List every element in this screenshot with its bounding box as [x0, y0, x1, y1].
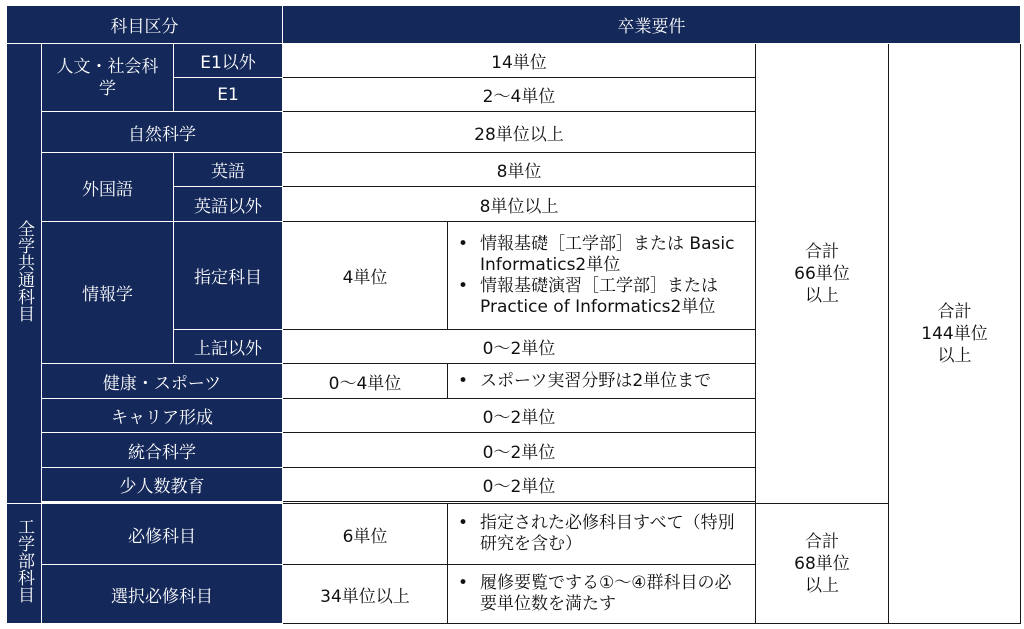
humanities-non-e1-value: 14単位	[283, 44, 756, 78]
health-value: 0〜4単位	[283, 364, 448, 399]
graduation-requirements-table	[6, 5, 1021, 624]
info-sub-other: 上記以外	[174, 330, 283, 364]
grand-total-line2: 144単位	[921, 323, 988, 344]
elective-note-text: 履修要覧でする①〜④群科目の必要単位数を満たす	[480, 573, 732, 614]
required-label: 必修科目	[42, 504, 283, 565]
bullet-icon: •	[458, 370, 469, 391]
elective-note-line	[458, 573, 747, 615]
foreign-other-value: 8単位以上	[283, 187, 756, 222]
required-note-line	[458, 513, 747, 555]
elective-value: 34単位以上	[283, 565, 448, 624]
grand-total	[889, 44, 1021, 624]
bullet-icon: •	[458, 233, 469, 254]
science-label: 自然科学	[42, 112, 283, 153]
info-designated-value: 4単位	[283, 222, 448, 330]
career-label: キャリア形成	[42, 399, 283, 433]
grand-total-line1: 合計	[937, 301, 972, 322]
health-note-line	[458, 371, 747, 392]
common-total-line3: 以上	[805, 285, 839, 306]
health-note	[448, 364, 756, 399]
engineering-total	[756, 504, 889, 624]
engineering-total-line3: 以上	[805, 575, 839, 596]
engineering-total-line1: 合計	[805, 531, 839, 552]
small-label: 少人数教育	[42, 468, 283, 502]
info-note-1	[458, 234, 747, 276]
bullet-icon: •	[458, 573, 469, 593]
humanities-sub-e1: E1	[174, 78, 283, 112]
common-total-line1: 合計	[805, 241, 839, 262]
info-note-2-text: 情報基礎演習［工学部］または Practice of Informatics2単位	[480, 275, 718, 317]
integrated-label: 統合科学	[42, 433, 283, 468]
common-total	[756, 44, 889, 504]
info-label: 情報学	[42, 222, 174, 364]
humanities-e1-value: 2〜4単位	[283, 78, 756, 112]
required-value: 6単位	[283, 504, 448, 565]
elective-note	[448, 565, 756, 624]
info-note-2	[458, 276, 747, 318]
humanities-sub-non-e1: E1以外	[174, 44, 283, 78]
group-engineering	[7, 504, 42, 624]
grand-total-line3: 以上	[937, 345, 972, 366]
header-requirement: 卒業要件	[283, 6, 1021, 44]
humanities-label: 人文・社会科学	[42, 44, 174, 112]
science-value: 28単位以上	[283, 112, 756, 153]
foreign-sub-other: 英語以外	[174, 187, 283, 222]
required-note-text: 指定された必修科目すべて（特別研究を含む）	[480, 513, 735, 554]
info-designated-notes	[448, 222, 756, 330]
header-category: 科目区分	[7, 6, 283, 44]
career-value: 0〜2単位	[283, 399, 756, 433]
integrated-value: 0〜2単位	[283, 433, 756, 468]
info-note-1-text: 情報基礎［工学部］または Basic Informatics2単位	[480, 233, 735, 275]
foreign-sub-english: 英語	[174, 153, 283, 187]
small-value: 0〜2単位	[283, 468, 756, 502]
bullet-icon: •	[458, 513, 469, 533]
bullet-icon: •	[458, 275, 469, 296]
info-sub-designated: 指定科目	[174, 222, 283, 330]
info-other-value: 0〜2単位	[283, 330, 756, 364]
foreign-english-value: 8単位	[283, 153, 756, 187]
group-common-label: 全学共通科目	[14, 219, 34, 322]
foreign-label: 外国語	[42, 153, 174, 222]
engineering-total-line2: 68単位	[794, 553, 850, 574]
common-total-line2: 66単位	[794, 263, 850, 284]
health-note-text: スポーツ実習分野は2単位まで	[480, 370, 712, 391]
required-note	[448, 504, 756, 565]
elective-label: 選択必修科目	[42, 565, 283, 624]
group-engineering-label: 工学部科目	[14, 518, 34, 603]
health-label: 健康・スポーツ	[42, 364, 283, 399]
group-common	[7, 44, 42, 504]
